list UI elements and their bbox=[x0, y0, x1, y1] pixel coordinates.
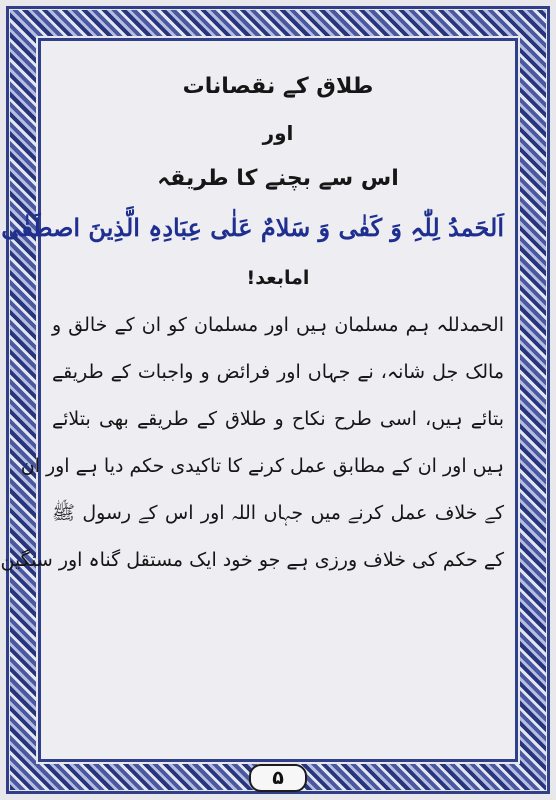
page-heading: طلاق کے نقصانات bbox=[182, 74, 374, 99]
body-line: کے حکم کی خلاف ورزی ہے جو خود ایک مستقل گناہ اور سنگین bbox=[0, 549, 504, 571]
body-line: مالک جل شانہ، نے جہاں اور فرائض و واجبات کے طریقے bbox=[52, 361, 504, 383]
body-line: الحمدللہ ہم مسلمان ہیں اور مسلمان کو ان کے خالق و bbox=[52, 314, 504, 336]
invocation-text: اَلحَمدُ لِلّٰہِ وَ کَفٰی وَ سَلامٌ عَلٰی عِبَادِہِ الَّذِینَ اصطَفٰی bbox=[1, 213, 504, 242]
page-number-container bbox=[0, 764, 556, 792]
page-subheading: اس سے بچنے کا طریقہ bbox=[157, 166, 399, 191]
body-line: کے خلاف عمل کرنے میں جہاں اللہ اور اس کے رسول ﷺ bbox=[52, 502, 504, 524]
page-number: ۵ bbox=[249, 764, 307, 792]
body-paragraph bbox=[0, 302, 504, 584]
heading-conjunction: اور bbox=[262, 121, 294, 145]
body-line: ہیں اور ان کے مطابق عمل کرنے کا تاکیدی حکم دیا ہے اور ان bbox=[20, 455, 504, 477]
amma-baad: امابعد! bbox=[246, 267, 310, 289]
body-line: بتائے ہیں، اسی طرح نکاح و طلاق کے طریقے بھی بتلائے bbox=[52, 408, 504, 430]
page-content bbox=[0, 58, 504, 752]
